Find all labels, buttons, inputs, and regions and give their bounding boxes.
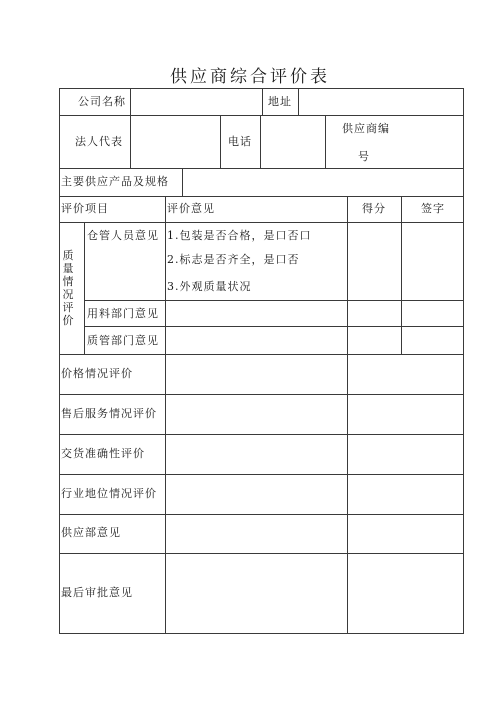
user-dept-label: 用料部门意见 — [87, 307, 159, 320]
rule — [59, 354, 464, 355]
rule — [59, 474, 464, 475]
qc-dept-label: 质管部门意见 — [87, 334, 159, 347]
delivery-label: 交货准确性评价 — [61, 447, 145, 460]
rule — [59, 168, 464, 169]
rule — [130, 115, 131, 168]
warehouse-label: 仓管人员意见 — [87, 229, 159, 242]
rule — [84, 222, 85, 354]
rule — [182, 168, 183, 196]
rule — [59, 394, 464, 395]
rule — [347, 196, 348, 633]
rule — [130, 88, 131, 115]
supplier-no-label-cont: 号 — [358, 150, 370, 163]
check-item-2: 2.标志是否齐全，是口否 — [167, 253, 300, 266]
header-opinion: 评价意见 — [167, 202, 215, 215]
supplier-no-label: 供应商编 — [342, 122, 390, 135]
header-score: 得分 — [362, 202, 386, 215]
rule — [84, 300, 464, 301]
company-name-label: 公司名称 — [78, 95, 126, 108]
rule — [220, 115, 221, 168]
rule — [463, 88, 464, 634]
rule — [401, 196, 402, 354]
supply-dept-label: 供应部意见 — [61, 526, 121, 539]
quality-label: 质量情况评价 — [62, 249, 74, 327]
rule — [260, 115, 261, 168]
price-label: 价格情况评价 — [61, 367, 133, 380]
legal-rep-label: 法人代表 — [75, 135, 123, 148]
products-label: 主要供应产品及规格 — [61, 175, 169, 188]
form-title: 供应商综合评价表 — [170, 67, 330, 87]
check-item-1: 1.包装是否合格，是口否口 — [167, 229, 312, 242]
rule — [325, 115, 326, 168]
rule — [59, 434, 464, 435]
rule — [84, 326, 464, 327]
rule — [165, 196, 166, 633]
final-approval-label: 最后审批意见 — [61, 586, 133, 599]
rule — [298, 88, 299, 115]
header-sign: 签字 — [421, 202, 445, 215]
rule — [59, 514, 464, 515]
rule — [262, 88, 263, 115]
rule — [59, 553, 464, 554]
rule — [59, 196, 464, 197]
rule — [59, 222, 464, 223]
rule — [59, 88, 60, 634]
after-sales-label: 售后服务情况评价 — [61, 407, 157, 420]
phone-label: 电话 — [228, 135, 252, 148]
rule — [59, 115, 464, 116]
industry-label: 行业地位情况评价 — [61, 487, 157, 500]
check-item-3: 3.外观质量状况 — [167, 280, 252, 293]
header-item: 评价项目 — [61, 202, 109, 215]
address-label: 地址 — [268, 95, 292, 108]
rule — [59, 633, 464, 634]
